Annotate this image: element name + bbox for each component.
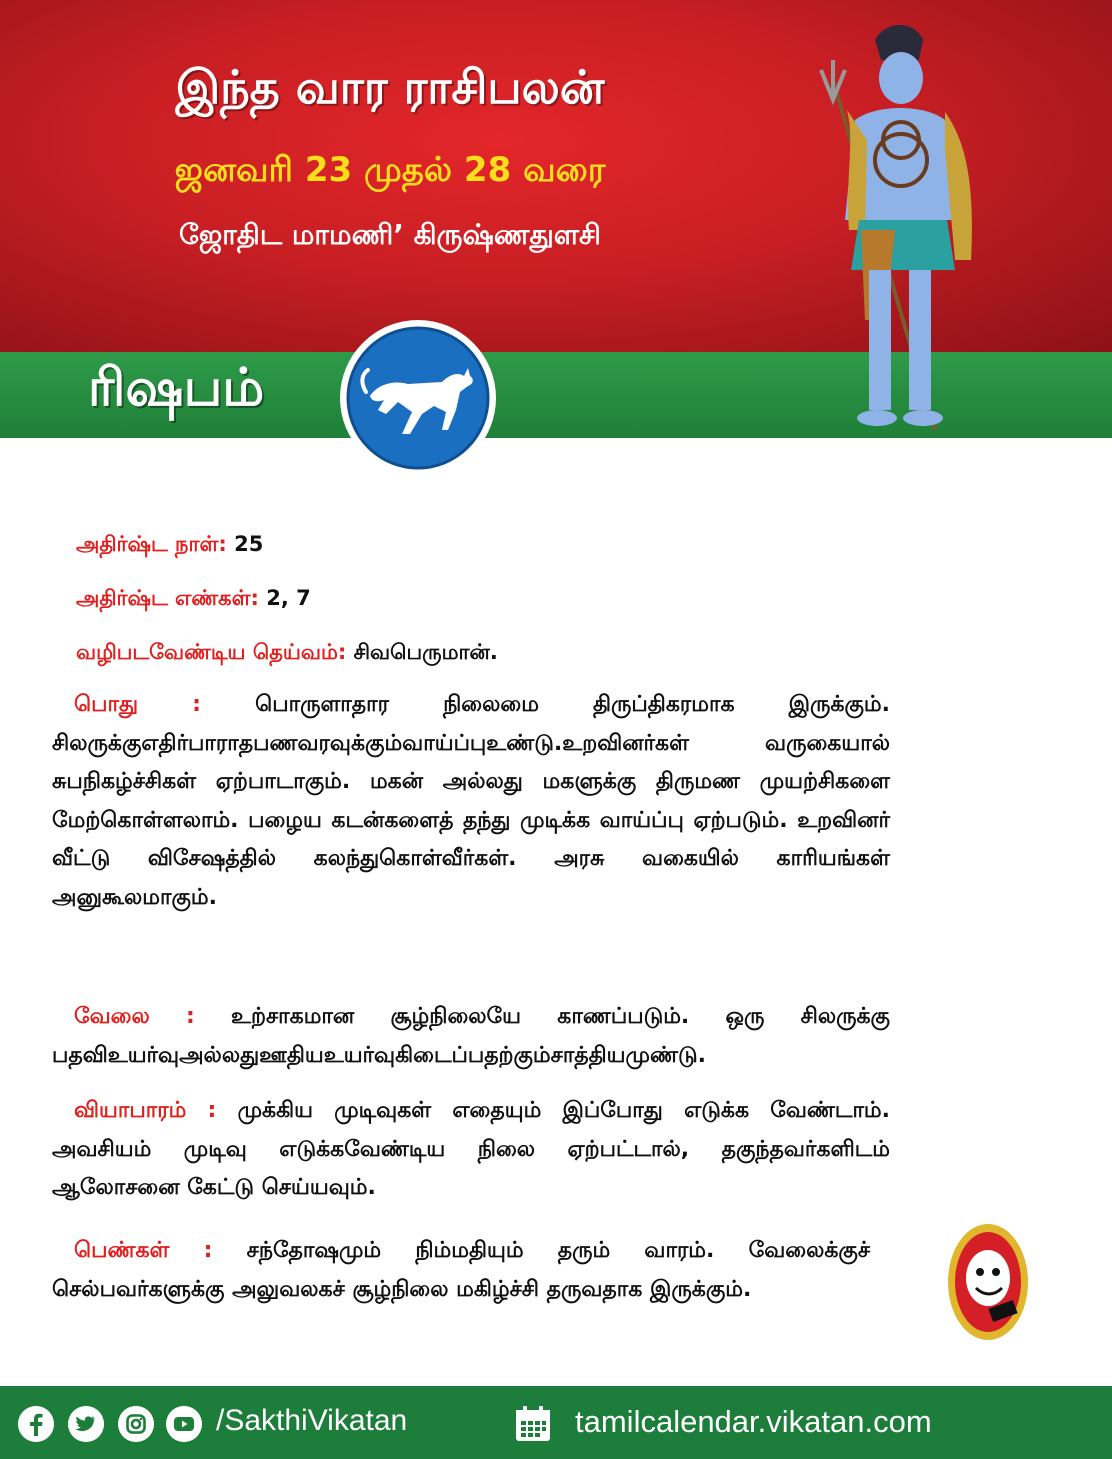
facebook-icon[interactable]	[18, 1406, 54, 1442]
author-name: ஜோதிட மாமணி’ கிருஷ்ணதுளசி	[179, 218, 601, 251]
lucky-day-value: 25	[234, 532, 264, 556]
lucky-numbers-label: அதிர்ஷ்ட எண்கள்:	[76, 586, 259, 610]
footer-bar	[0, 1386, 1112, 1459]
section-label: வேலை :	[74, 1004, 195, 1029]
section-text: முக்கிய முடிவுகள் எதையும் இப்போது எடுக்க வேண்டாம். அவசியம் முடிவு எடுக்கவேண்டிய நிலை ஏற்பட்டால், தகுந்தவர்களிடம் ஆலோசனை கேட்டு செய்யவும்.	[52, 1098, 890, 1200]
website-link[interactable]: tamilcalendar.vikatan.com	[575, 1404, 932, 1439]
shiva-illustration	[785, 20, 1015, 440]
date-range: ஜனவரி 23 முதல் 28 வரை	[174, 150, 606, 190]
sign-name: ரிஷபம்	[88, 358, 265, 418]
youtube-icon[interactable]	[166, 1406, 202, 1442]
section-text: உற்சாகமான சூழ்நிலையே காணப்படும். ஒரு சிலருக்கு பதவிஉயர்வுஅல்லதுஊதியஉயர்வுகிடைப்பதற்கும்சாத்தியமுண்டு.	[52, 1004, 890, 1068]
lucky-numbers	[76, 586, 311, 613]
deity-value: சிவபெருமான்.	[353, 640, 498, 664]
social-handle[interactable]: /SakthiVikatan	[216, 1404, 408, 1437]
section-business	[52, 1092, 890, 1208]
bull-icon	[338, 318, 498, 478]
deity-label: வழிபடவேண்டிய தெய்வம்:	[76, 640, 347, 664]
section-text: பொருளாதார நிலைமை திருப்திகரமாக இருக்கும். சிலருக்குஎதிர்பாராதபணவரவுக்கும்வாய்ப்புஉண்டு.உறவினர்கள் வருகையால் சுபநிகழ்ச்சிகள் ஏற்பாடாகும். மகன் அல்லது மகளுக்கு திருமண முயற்சிகளை மேற்கொள்ளலாம். பழைய கடன்களைத் தந்து முடிக்க வாய்ப்பு ஏற்படும். உறவினர் வீட்டு விசேஷத்தில் கலந்துகொள்வீர்கள். அரசு வகையில் காரியங்கள் அனுகூலமாகும்.	[52, 692, 890, 910]
lucky-numbers-value: 2, 7	[266, 586, 311, 610]
lucky-day-label: அதிர்ஷ்ட நாள்:	[76, 532, 227, 556]
page-title: இந்த வார ராசிபலன்	[175, 60, 605, 114]
section-women	[52, 1232, 870, 1309]
section-label: பெண்கள் :	[74, 1238, 213, 1263]
section-general	[52, 686, 890, 917]
deity-line	[76, 640, 498, 667]
section-label: பொது :	[74, 692, 201, 717]
section-label: வியாபாரம் :	[74, 1098, 217, 1123]
calendar-icon	[513, 1404, 553, 1444]
section-text: சந்தோஷமும் நிம்மதியும் தரும் வாரம். வேலைக்குச் செல்பவர்களுக்கு அலுவலகச் சூழ்நிலை மகிழ்ச்சி தருவதாக இருக்கும்.	[52, 1238, 870, 1302]
section-work	[52, 998, 890, 1075]
twitter-icon[interactable]	[68, 1406, 104, 1442]
instagram-icon[interactable]	[118, 1406, 154, 1442]
vikatan-logo	[946, 1222, 1030, 1342]
lucky-day	[76, 532, 263, 559]
